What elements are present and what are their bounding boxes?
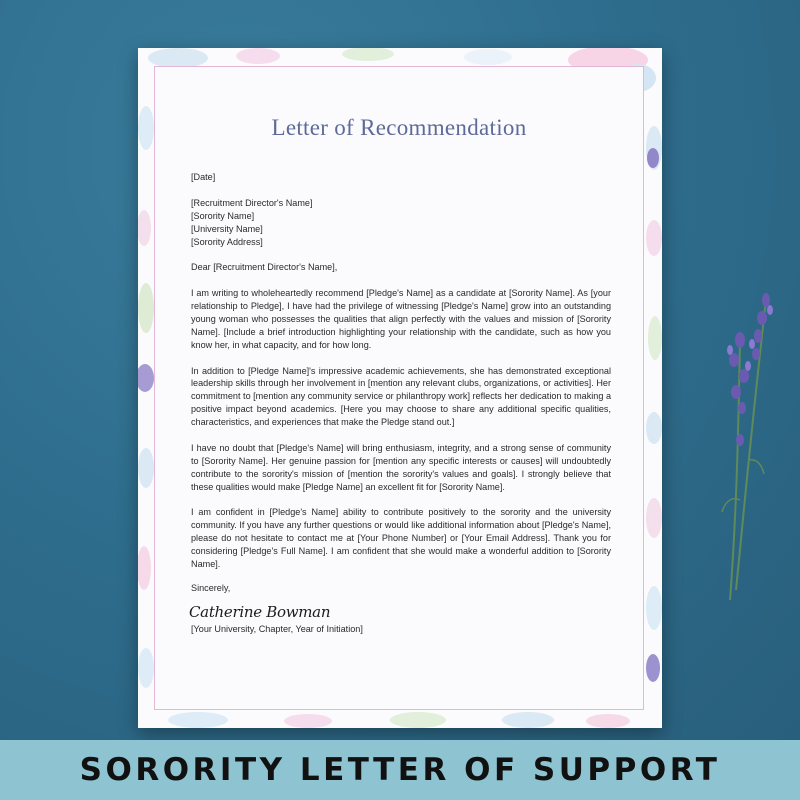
signature-caption: [Your University, Chapter, Year of Initiation] <box>191 624 363 634</box>
address-line: [University Name] <box>191 223 263 234</box>
title-banner <box>0 740 800 800</box>
paragraph: I am confident in [Pledge's Name] ability to contribute positively to the sorority and the university community. If you have any further questions or would like additional information about [Pledge's Name], please do not hesitate to contact me at [Your Phone Number] or [Your Email Address]. Thank you for considering [Pledge's Full Name]. I am confident that she would make a wonderful addition to [Sorority Name]. <box>191 507 611 570</box>
paragraph: In addition to [Pledge Name]'s impressive academic achievements, she has demonstrated exceptional leadership skills through her involvement in [mention any relevant clubs, organizations, or activities]. Her commitment to [mention any community service or philanthropy work] reflects her dedication to making a positive impact beyond academics. [Here you may choose to share any additional specific qualities, characteristics, and experiences that make the Pledge stand out.] <box>191 365 612 428</box>
paragraph: I am writing to wholeheartedly recommend [Pledge's Name] as a candidate at [Sorority Name]. As [your relationship to Pledge], I have had the privilege of witnessing [Pledge's Name] grow into an outstanding young woman who possesses the qualities that align perfectly with the values and mission of [Sorority Name]. [Include a brief introduction highlighting your relationship with the candidate, such as how you know her, in what capacity, and for how long. <box>191 288 611 350</box>
address-line: [Recruitment Director's Name] <box>191 197 313 208</box>
signature: Catherine Bowman <box>189 603 331 621</box>
recipient-address <box>191 197 611 249</box>
letter-body <box>191 171 611 584</box>
letter-page <box>138 48 662 728</box>
letter-date: [Date] <box>191 172 216 182</box>
closing: Sincerely, <box>191 583 231 593</box>
letter-title: Letter of Recommendation <box>271 115 527 140</box>
paragraph: I have no doubt that [Pledge's Name] will bring enthusiasm, integrity, and a strong sense of community to [Sorority Name]. Her genuine passion for [mention any specific interests or causes] will undoubtedly contribute to the sorority's mission of [mention the sorority's values and goals]. I strongly believe that these qualities would make [Pledge Name] an excellent fit for [Sorority Name]. <box>191 442 611 492</box>
address-line: [Sorority Name] <box>191 210 255 221</box>
banner-title: SORORITY LETTER OF SUPPORT <box>79 752 721 788</box>
salutation: Dear [Recruitment Director's Name], <box>191 262 338 273</box>
letter-frame <box>154 66 644 710</box>
address-line: [Sorority Address] <box>191 236 263 247</box>
lavender-sprig-illustration <box>700 280 790 600</box>
